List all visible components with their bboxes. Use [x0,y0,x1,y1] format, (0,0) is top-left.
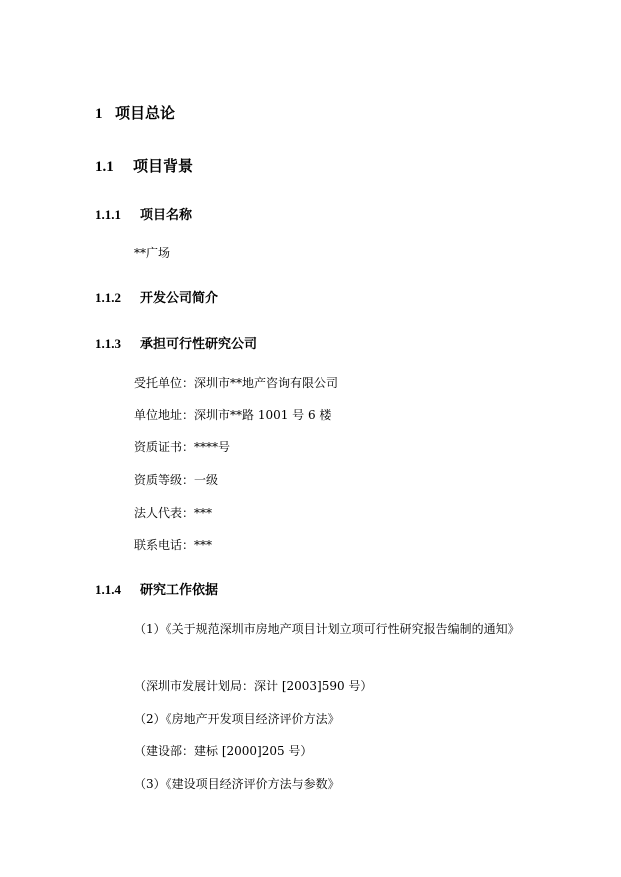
heading-1-1-1-number: 1.1.1 [95,207,121,222]
heading-1 [95,102,175,123]
heading-1-1-3-number: 1.1.3 [95,336,121,351]
heading-2-number: 1.1 [95,159,114,175]
company-info-line: 联系电话：*** [134,538,213,552]
heading-1-title: 项目总论 [115,104,176,122]
heading-1-number: 1 [95,106,103,122]
heading-1-1-2 [95,287,218,306]
basis-line: （深圳市发展计划局：深计 [2003]590 号） [134,679,373,693]
company-info-line: 单位地址：深圳市**路 1001 号 6 楼 [134,408,332,422]
company-info-line: 法人代表：*** [134,506,213,520]
company-info-line: 受托单位：深圳市**地产咨询有限公司 [134,376,339,390]
heading-1-1-4-number: 1.1.4 [95,582,121,597]
company-info-line: 资质证书：****号 [134,440,231,454]
heading-1-1-1 [95,204,192,223]
company-info-line: 资质等级：一级 [134,473,219,487]
heading-1-1-1-title: 项目名称 [140,208,193,223]
heading-1-1-3-title: 承担可行性研究公司 [140,337,258,352]
heading-2 [95,155,193,176]
basis-line: （建设部：建标 [2000]205 号） [134,744,313,758]
heading-1-1-2-title: 开发公司简介 [140,291,219,306]
heading-1-1-2-number: 1.1.2 [95,290,121,305]
basis-line: （2）《房地产开发项目经济评价方法》 [134,712,340,726]
project-name-text: **广场 [134,246,171,260]
heading-1-1-4 [95,579,218,598]
heading-2-title: 项目背景 [133,157,194,175]
heading-1-1-3 [95,333,257,352]
basis-line: （1）《关于规范深圳市房地产项目计划立项可行性研究报告编制的通知》 [134,622,520,636]
heading-1-1-4-title: 研究工作依据 [140,583,219,598]
basis-line: （3）《建设项目经济评价方法与参数》 [134,777,340,791]
